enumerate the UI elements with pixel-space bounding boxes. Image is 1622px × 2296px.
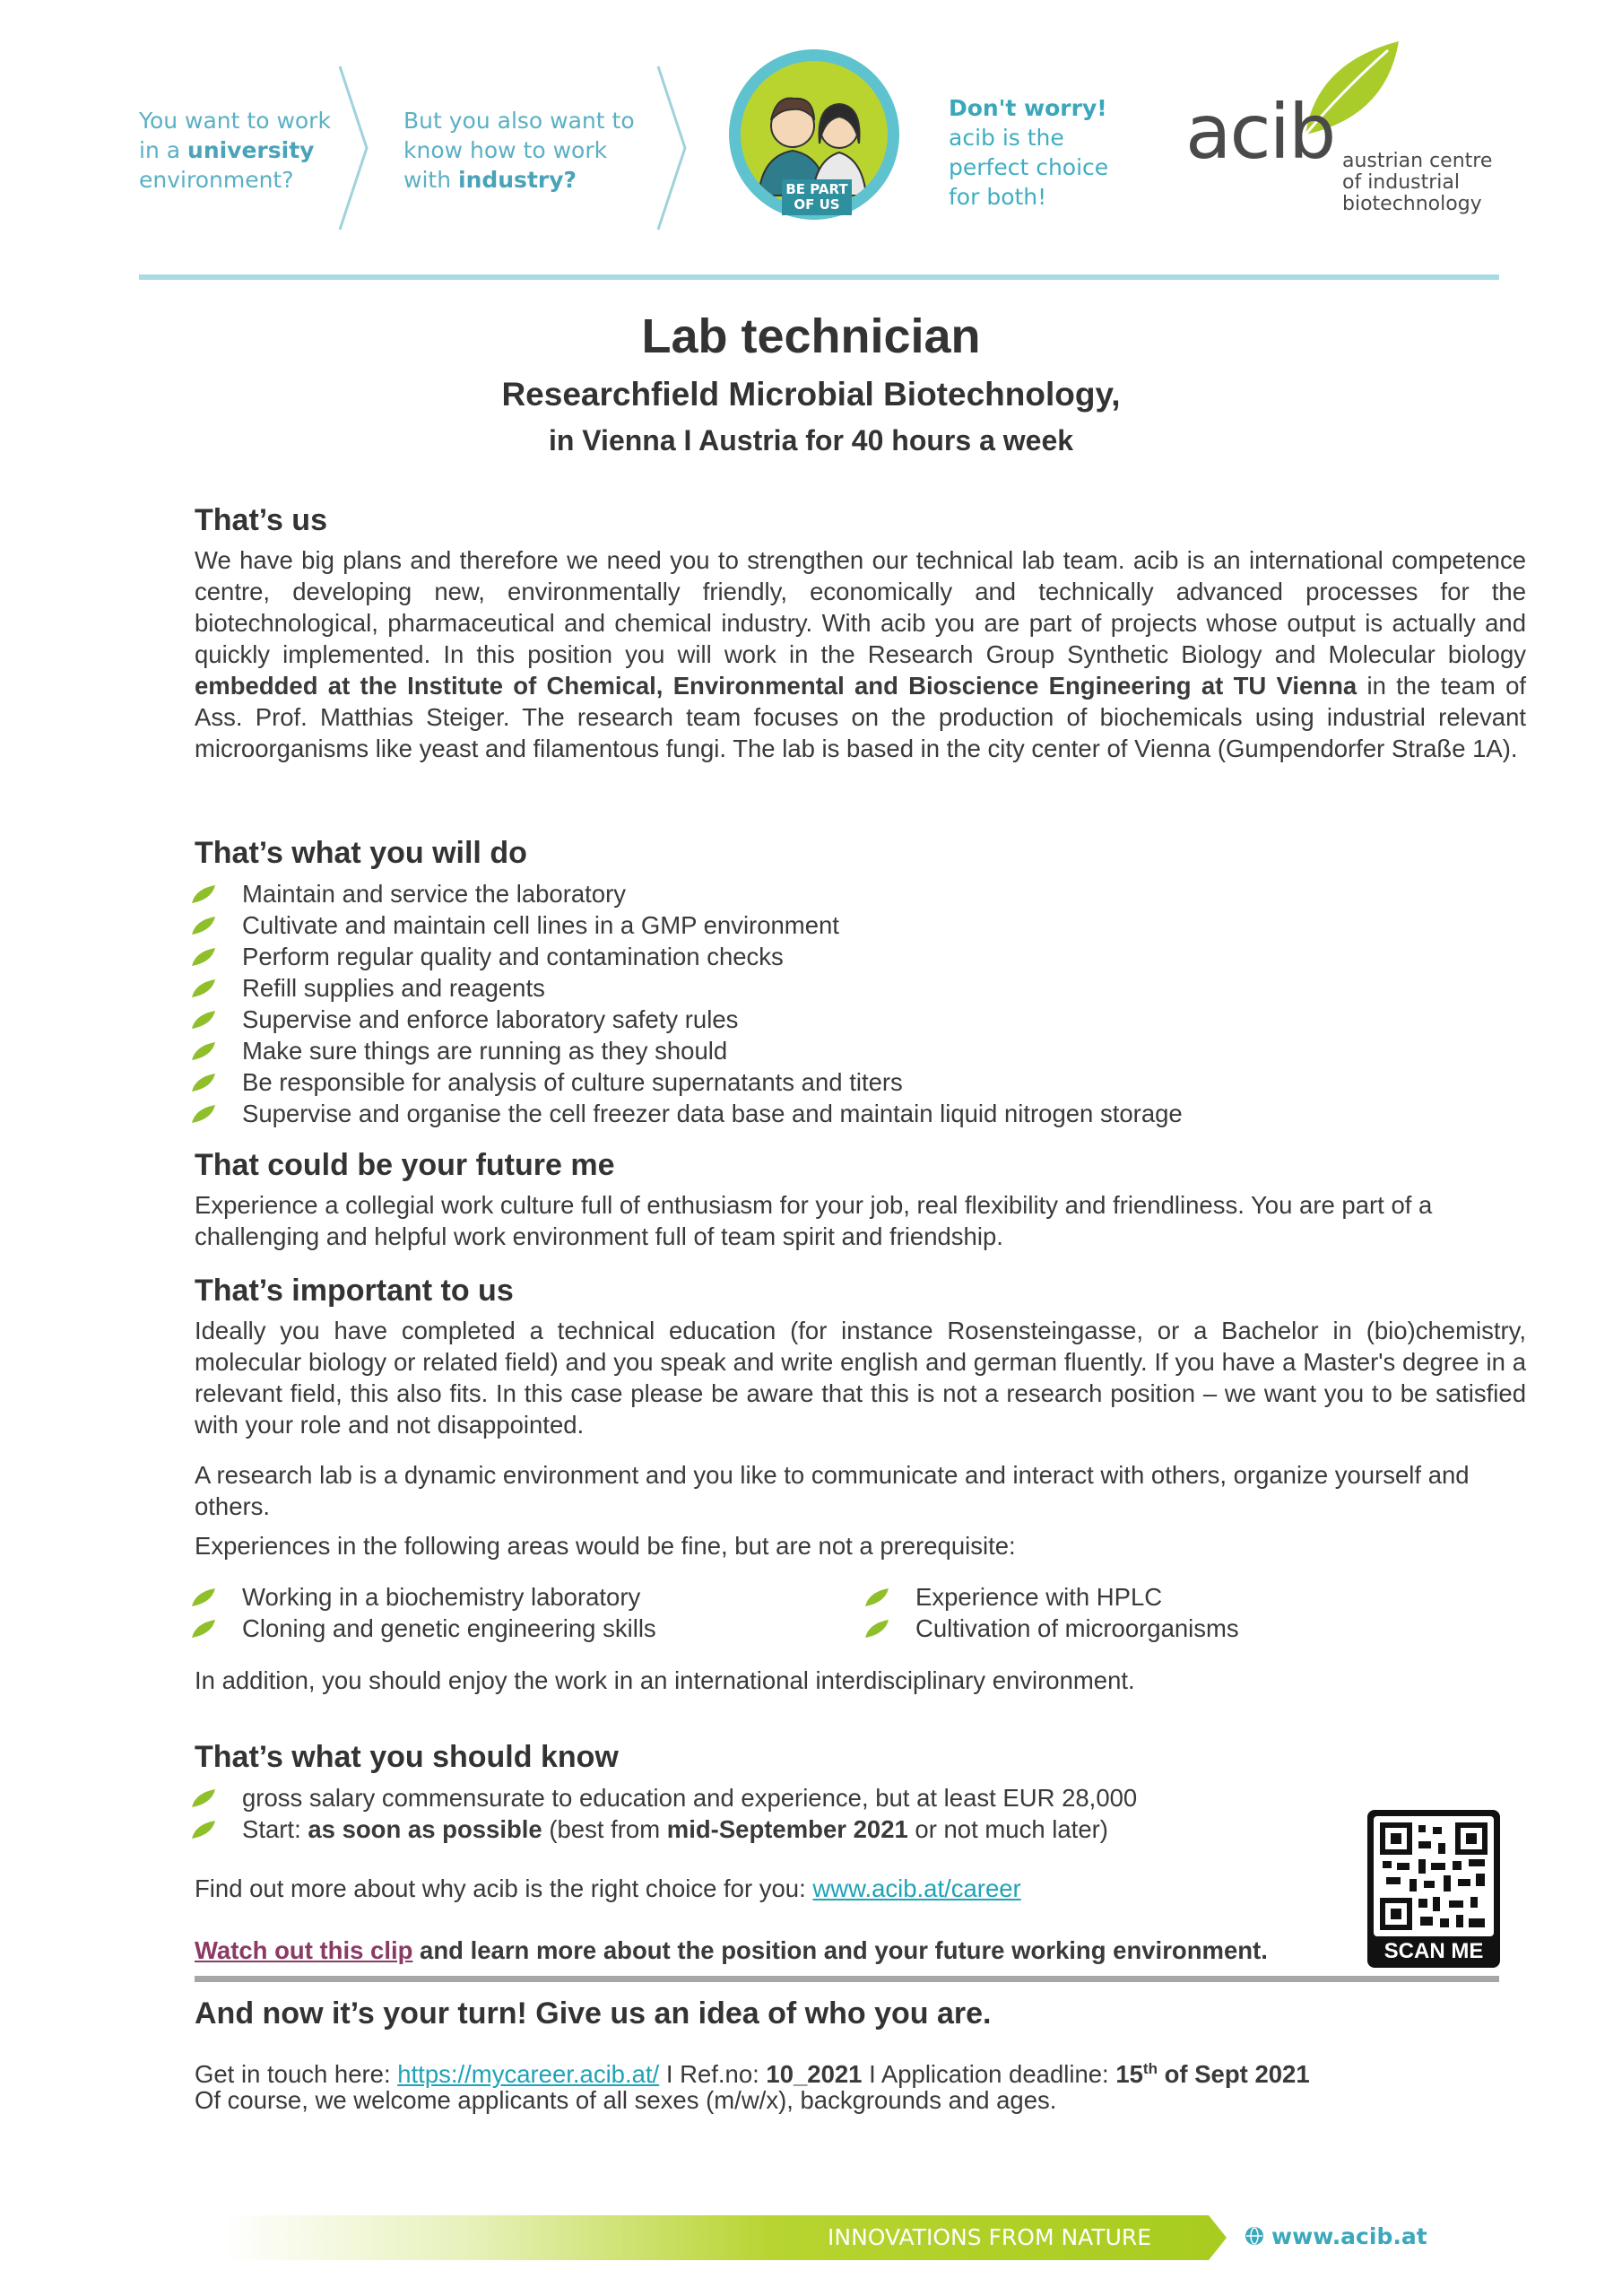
list-item (190, 941, 1183, 972)
important-paragraph-1: Ideally you have completed a technical education (for instance Rosensteingasse, or a Bachelor in (bio)chemistry, molecular biology or related field) and you speak and write english and german fluently. If you have a Master's degree in a relevant field, this also fits. In this case please be aware that this is not a research position – we want you to be satisfied with your role and not disappointed. (195, 1317, 1526, 1439)
leaf-bullet-icon (190, 1072, 217, 1093)
header-answer-line4: for both! (949, 184, 1047, 210)
chevron-right-icon (336, 63, 372, 233)
badge-label-line2: OF US (794, 196, 840, 213)
job-title: Lab technician (641, 309, 981, 363)
deadline-day-suffix: th (1142, 2060, 1158, 2077)
leaf-bullet-icon (190, 1103, 217, 1125)
section-heading-future: That could be your future me (195, 1148, 615, 1182)
header-q2-bold: industry? (458, 167, 577, 193)
header-q2-prefix: with (403, 167, 458, 193)
badge-label (782, 179, 852, 215)
task-item-text: Perform regular quality and contamination checks (242, 942, 784, 970)
header-answer-line1: Don't worry! (949, 95, 1107, 121)
leaf-bullet-icon (190, 1040, 217, 1062)
list-item (190, 909, 1183, 941)
scan-me-label: SCAN ME (1383, 1939, 1484, 1963)
list-item (190, 1004, 1183, 1035)
section-future-text: Experience a collegial work culture full of enthusiasm for your job, real flexibility and friendliness. You are part of a challenging and helpful work environment full of team spirit and friendship. (195, 1191, 1433, 1250)
findout-text: Find out more about why acib is the right choice for you: (195, 1874, 813, 1902)
welcome-text: Of course, we welcome applicants of all sexes (m/w/x), backgrounds and ages. (195, 2086, 1057, 2114)
clip-line (195, 1935, 1526, 1966)
job-subtitle-location: in Vienna I Austria for 40 hours a week (548, 424, 1074, 457)
job-subtitle-field: Researchfield Microbial Biotechnology, (501, 376, 1121, 413)
globe-icon (1245, 2226, 1264, 2246)
task-item-text: Supervise and enforce laboratory safety rules (242, 1004, 739, 1033)
list-item (190, 1035, 1183, 1066)
findout-line (195, 1873, 1526, 1904)
experience-item-text: Working in a biochemistry laboratory (242, 1582, 641, 1611)
header-q2-line2: know how to work (403, 137, 608, 163)
list-item (863, 1581, 1239, 1613)
qr-code-badge[interactable] (1367, 1810, 1500, 1968)
acib-logo-wordmark: acib (1185, 88, 1335, 176)
leaf-bullet-icon (190, 1009, 217, 1031)
acib-logo-subtitle (1342, 151, 1492, 215)
leaf-bullet-icon (190, 946, 217, 968)
us-text-part1: We have big plans and therefore we need you to strengthen our technical lab team. acib is an international competence centre, developing new, environmentally friendly, economically and technically advanced processes for the biotechnological, pharmaceutical and chemical industry. With acib you are part of projects whose output is actually and quickly implemented. In this position you will work in the Research Group Synthetic Biology and Molecular biology (195, 546, 1526, 668)
start-middle: (best from (542, 1814, 667, 1843)
list-item (190, 1613, 656, 1644)
footer-website-link[interactable]: www.acib.at (1271, 2223, 1427, 2249)
list-item (190, 1782, 1137, 1813)
list-item (863, 1613, 1239, 1644)
start-text (242, 1815, 1108, 1844)
experience-item-text: Cloning and genetic engineering skills (242, 1613, 656, 1642)
section-divider (195, 1976, 1499, 1982)
experience-item-text: Cultivation of microorganisms (915, 1613, 1239, 1642)
section-us-text (195, 544, 1526, 764)
qr-code-icon (1374, 1816, 1494, 1936)
deadline-day: 15 (1115, 2060, 1143, 2089)
header-divider (139, 274, 1499, 280)
leaf-bullet-icon (190, 1819, 217, 1840)
header-answer (949, 93, 1108, 212)
mycareer-link[interactable]: https://mycareer.acib.at/ (397, 2060, 660, 2089)
task-item-text: Supervise and organise the cell freezer data base and maintain liquid nitrogen storage (242, 1099, 1183, 1127)
section-heading-us: That’s us (195, 503, 327, 537)
us-text-part2: in the team of Ass. Prof. Matthias Steiger. The research team focuses on the production of biochemicals using industrial relevant microorganisms like yeast and filamentous fungi. The lab is based in the city center of Vienna (Gumpendorfer Straße 1A). (195, 672, 1527, 762)
section-heading-important: That’s important to us (195, 1274, 514, 1308)
logo-sub-line2: of industrial (1342, 171, 1461, 194)
leaf-bullet-icon (190, 883, 217, 905)
section-heading-know: That’s what you should know (195, 1740, 619, 1774)
apply-prefix: Get in touch here: (195, 2060, 398, 2089)
clip-text: and learn more about the position and your future working environment. (412, 1936, 1268, 1964)
list-item (190, 972, 1183, 1004)
leaf-bullet-icon (190, 915, 217, 936)
badge-label-line1: BE PART (785, 181, 848, 197)
header-q1-line2 (139, 135, 331, 165)
header-answer-line3: perfect choice (949, 154, 1109, 180)
list-item (190, 1098, 1183, 1129)
ref-label: I Ref.no: (659, 2060, 767, 2089)
header-q1-bold: university (187, 137, 315, 163)
task-item-text: Maintain and service the laboratory (242, 879, 627, 908)
watch-clip-link[interactable]: Watch out this clip (195, 1936, 413, 1964)
logo-sub-line3: biotechnology (1342, 193, 1482, 215)
start-suffix: or not much later) (907, 1814, 1108, 1843)
start-prefix: Start: (242, 1814, 308, 1843)
task-item-text: Be responsible for analysis of culture supernatants and titers (242, 1067, 903, 1096)
header-q1-prefix: in a (139, 137, 188, 163)
know-list (190, 1782, 1137, 1845)
leaf-bullet-icon (863, 1618, 890, 1639)
footer-slogan: INNOVATIONS FROM NATURE (828, 2224, 1152, 2250)
ref-number: 10_2021 (766, 2060, 863, 2089)
chevron-right-icon (655, 63, 690, 233)
header-q2-line1: But you also want to (403, 108, 635, 134)
list-item (190, 1066, 1183, 1098)
task-item-text: Refill supplies and reagents (242, 973, 545, 1002)
list-item (190, 878, 1183, 909)
task-item-text: Cultivate and maintain cell lines in a GMP environment (242, 910, 839, 939)
experience-item-text: Experience with HPLC (915, 1582, 1163, 1611)
task-item-text: Make sure things are running as they should (242, 1036, 728, 1065)
experience-list-right (863, 1581, 1239, 1644)
qr-code (1374, 1816, 1494, 1936)
start-bold: as soon as possible (308, 1814, 542, 1843)
logo-sub-line1: austrian centre (1342, 150, 1493, 172)
important-paragraph-4: In addition, you should enjoy the work in an international interdisciplinary environment. (195, 1666, 1135, 1694)
task-list (190, 878, 1183, 1129)
important-paragraph-3: Experiences in the following areas would be fine, but are not a prerequisite: (195, 1532, 1016, 1560)
us-text-bold: embedded at the Institute of Chemical, Environmental and Bioscience Engineering at TU Vienna (195, 672, 1357, 700)
leaf-bullet-icon (190, 1787, 217, 1809)
list-item (190, 1581, 656, 1613)
header-q1-line3: environment? (139, 167, 294, 193)
leaf-bullet-icon (863, 1587, 890, 1608)
important-paragraph-2: A research lab is a dynamic environment and you like to communicate and interact with others, organize yourself and others. (195, 1461, 1470, 1520)
experience-list-left (190, 1581, 656, 1644)
salary-text: gross salary commensurate to education and experience, but at least EUR 28,000 (242, 1783, 1138, 1812)
header-q2-line3 (403, 165, 635, 195)
header-answer-line2: acib is the (949, 125, 1064, 151)
header-q1-line1: You want to work (139, 108, 331, 134)
leaf-bullet-icon (190, 1618, 217, 1639)
career-link[interactable]: www.acib.at/career (812, 1874, 1021, 1902)
deadline-label: I Application deadline: (862, 2060, 1116, 2089)
start-date-bold: mid-September 2021 (666, 1814, 908, 1843)
deadline-month-year: of Sept 2021 (1157, 2060, 1310, 2089)
leaf-bullet-icon (190, 978, 217, 999)
list-item (190, 1813, 1137, 1845)
leaf-bullet-icon (190, 1587, 217, 1608)
header-question-1 (139, 106, 331, 195)
header-question-2 (403, 106, 635, 195)
section-heading-tasks: That’s what you will do (195, 836, 527, 870)
section-heading-apply: And now it’s your turn! Give us an idea of who you are. (195, 1996, 992, 2031)
